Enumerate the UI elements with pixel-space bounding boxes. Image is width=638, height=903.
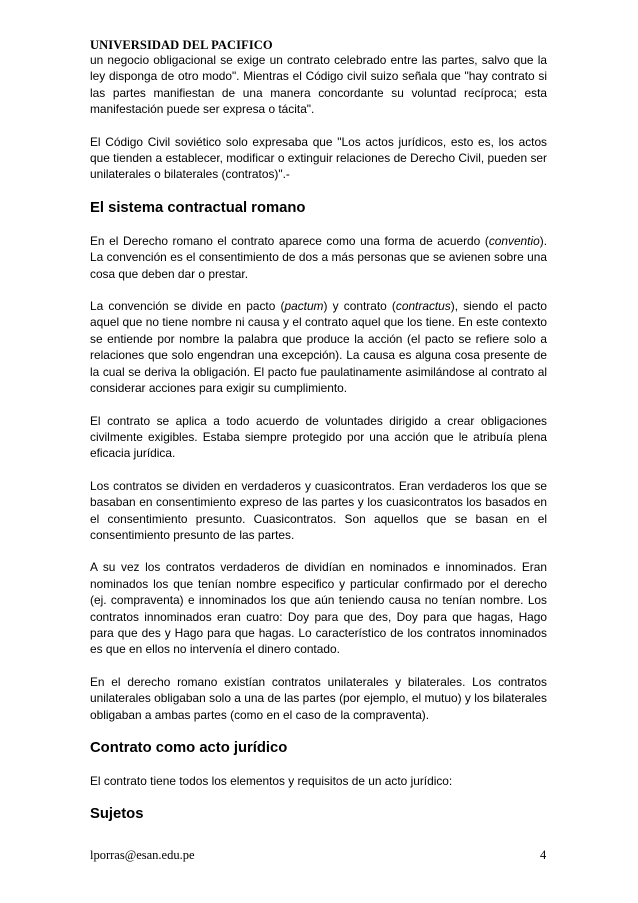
italic-term: conventio: [488, 233, 540, 248]
paragraph: [90, 233, 547, 282]
paragraph: En el derecho romano existían contratos unilaterales y bilaterales. Los contratos unilaterales obligaban solo a una de las partes (por ejemplo, el mutuo) y los bilaterales obligaban a ambas partes (como en el caso de la compraventa).: [90, 674, 547, 722]
section-heading: Sujetos: [90, 806, 144, 823]
italic-term: pactum: [284, 299, 324, 314]
paragraph: Los contratos se dividen en verdaderos y cuasicontratos. Eran verdaderos los que se basaban en consentimiento expreso de las partes y los cuasicontratos los basados en el consentimiento presunto. Cuasicontratos. Son aquellos que se basan en el consentimiento presunto de las partes.: [90, 478, 547, 542]
paragraph: un negocio obligacional se exige un contrato celebrado entre las partes, salvo que la ley disponga de otro modo". Mientras el Código civil suizo señala que "hay contrato si las partes manifiestan de una manera concordante su voluntad recíproca; esta manifestación puede ser expresa o tácita".: [90, 53, 547, 117]
text-run: ) y contrato (: [323, 299, 396, 314]
footer-email: lporras@esan.edu.pe: [90, 848, 195, 862]
paragraph: A su vez los contratos verdaderos de dividían en nominados e innominados. Eran nominados los que tenían nombre especifico y particular confirmado por el derecho (ej. compraventa) e innominados los que aún teniendo causa no tenían nombre. Los contratos innominados eran cuatro: Doy para que des, Doy para que hagas, Hago para que des y Hago para que hagas. Lo característico de los contratos innominados es que en ellos no intervenía el dinero contado.: [90, 560, 547, 657]
paragraph: [90, 298, 547, 396]
paragraph: El Código Civil soviético solo expresaba que "Los actos jurídicos, esto es, los actos que tienden a establecer, modificar o extinguir relaciones de Derecho Civil, pueden ser unilaterales o bilaterales (contratos)".-: [90, 134, 547, 182]
text-run: La convención se divide en pacto (: [90, 299, 285, 314]
text-run: En el Derecho romano el contrato aparece como una forma de acuerdo (: [90, 233, 489, 248]
section-heading: Contrato como acto jurídico: [90, 740, 288, 756]
page-content: [90, 52, 547, 839]
section-heading: El sistema contractual romano: [90, 199, 306, 216]
page-number: 4: [540, 848, 547, 862]
paragraph: El contrato se aplica a todo acuerdo de voluntades dirigido a crear obligaciones civilmente exigibles. Estaba siempre protegido por una acción que le atribuía plena eficacia jurídica.: [90, 413, 547, 461]
text-run: ). La convención es el consentimiento de dos a más personas que se avienen sobre una cosa que deben dar o prestar.: [90, 233, 547, 281]
italic-term: contractus: [395, 299, 451, 314]
text-run: ), siendo el pacto aquel que no tiene nombre ni causa y el contrato aquel que los tiene. En este contexto se entiende por nombre la palabra que produce la acción (el pacto se refiere solo a relaciones que solo engendran una excepción). La causa es alguna cosa presente de la cual se deriva la obligación. El pacto fue paulatinamente asimilándose al contrato al considerar acciones para exigir su cumplimiento.: [90, 299, 547, 396]
page-header: UNIVERSIDAD DEL PACIFICO: [90, 38, 273, 52]
paragraph: El contrato tiene todos los elementos y requisitos de un acto jurídico:: [90, 774, 453, 788]
